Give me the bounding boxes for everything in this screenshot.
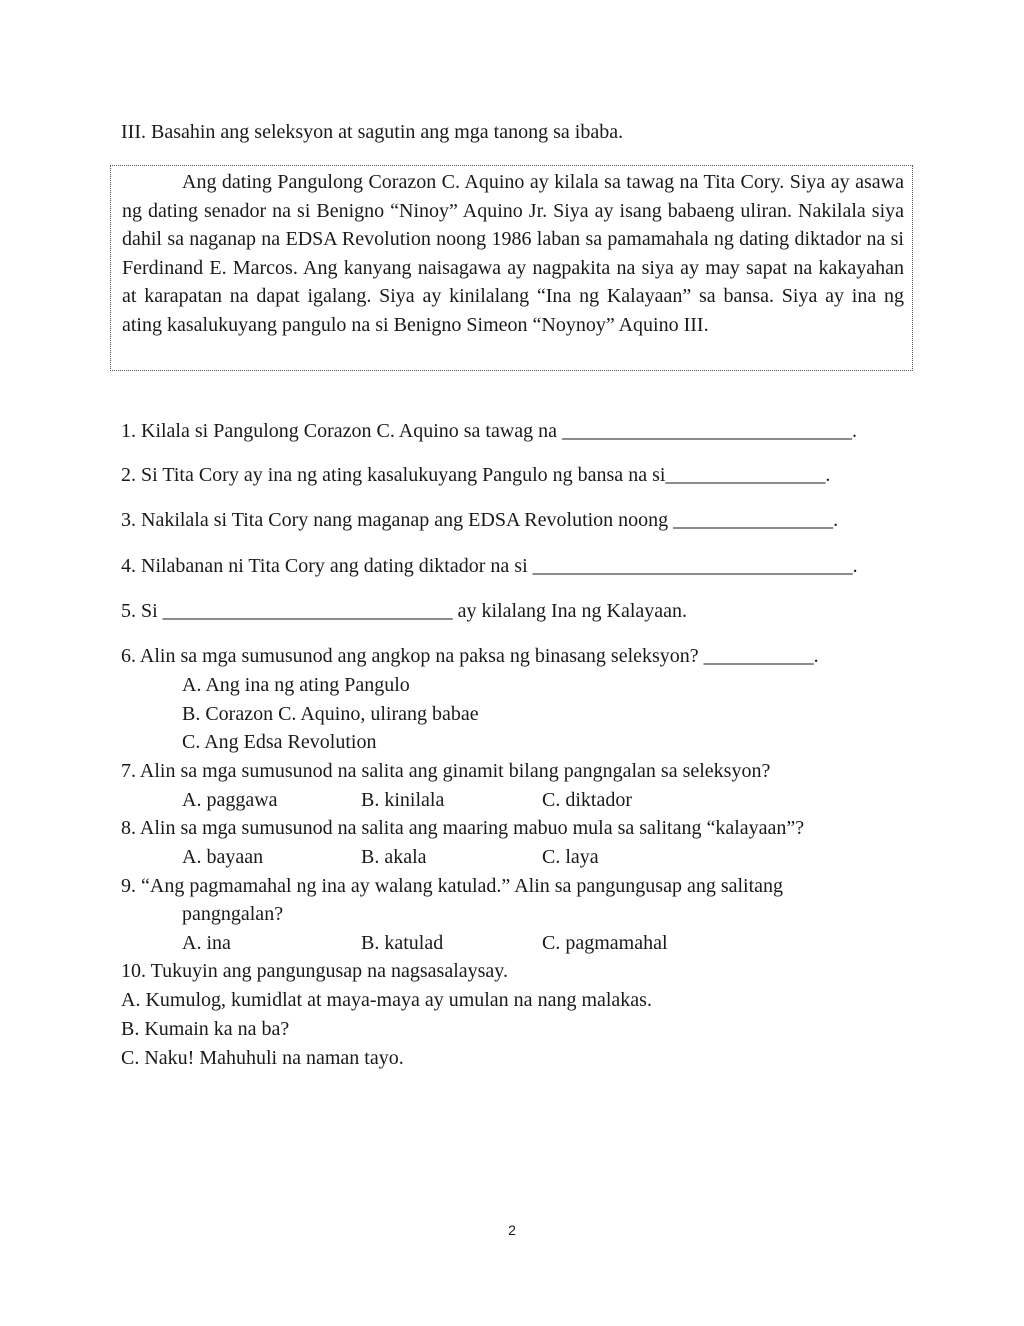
question-7: 7. Alin sa mga sumusunod na salita ang ginamit bilang pangngalan sa seleksyon? <box>121 760 771 782</box>
question-7-option-b: B. kinilala <box>361 789 445 811</box>
question-7-option-c: C. diktador <box>542 789 632 811</box>
question-8-option-b: B. akala <box>361 846 427 868</box>
question-8-option-c: C. laya <box>542 846 599 868</box>
question-8: 8. Alin sa mga sumusunod na salita ang maaring mabuo mula sa salitang “kalayaan”? <box>121 817 805 839</box>
reading-passage: Ang dating Pangulong Corazon C. Aquino ay kilala sa tawag na Tita Cory. Siya ay asawa ng dating senador na si Benigno “Ninoy” Aquino Jr. Siya ay isang babaeng uliran. Nakilala siya dahil sa naganap na EDSA Revolution noong 1986 laban sa pamamahala ng dating diktador na si Ferdinand E. Marcos. Ang kanyang naisagawa ay nagpakita na siya ay may sapat na kakayahan at karapatan na dapat igalang. Siya ay kinilalang “Ina ng Kalayaan” sa bansa. Siya ay ina ng ating kasalukuyang pangulo na si Benigno Simeon “Noynoy” Aquino III. <box>122 171 904 336</box>
question-6: 6. Alin sa mga sumusunod ang angkop na paksa ng binasang seleksyon? ___________. <box>121 645 819 667</box>
question-10-option-b: B. Kumain ka na ba? <box>121 1018 290 1040</box>
question-6-option-a: A. Ang ina ng ating Pangulo <box>182 674 410 696</box>
question-10: 10. Tukuyin ang pangungusap na nagsasalaysay. <box>121 960 508 982</box>
passage-box <box>110 165 913 371</box>
section-instruction: III. Basahin ang seleksyon at sagutin ang mga tanong sa ibaba. <box>121 121 624 143</box>
question-10-option-c: C. Naku! Mahuhuli na naman tayo. <box>121 1047 404 1069</box>
question-1: 1. Kilala si Pangulong Corazon C. Aquino sa tawag na _____________________________. <box>121 420 858 442</box>
question-9-option-b: B. katulad <box>361 932 444 954</box>
page-number: 2 <box>508 1222 516 1238</box>
question-9-option-c: C. pagmamahal <box>542 932 668 954</box>
question-3: 3. Nakilala si Tita Cory nang maganap ang EDSA Revolution noong ________________. <box>121 509 839 531</box>
question-9: 9. “Ang pagmamahal ng ina ay walang katulad.” Alin sa pangungusap ang salitang <box>121 875 784 897</box>
question-6-option-c: C. Ang Edsa Revolution <box>182 731 377 753</box>
question-10-option-a: A. Kumulog, kumidlat at maya-maya ay umulan na nang malakas. <box>121 989 652 1011</box>
question-8-option-a: A. bayaan <box>182 846 264 868</box>
question-2: 2. Si Tita Cory ay ina ng ating kasalukuyang Pangulo ng bansa na si________________. <box>121 464 831 486</box>
question-4: 4. Nilabanan ni Tita Cory ang dating diktador na si ________________________________. <box>121 555 858 577</box>
question-9-option-a: A. ina <box>182 932 231 954</box>
question-6-option-b: B. Corazon C. Aquino, ulirang babae <box>182 703 479 725</box>
question-5: 5. Si _____________________________ ay kilalang Ina ng Kalayaan. <box>121 600 688 622</box>
question-7-option-a: A. paggawa <box>182 789 278 811</box>
question-9-continuation: pangngalan? <box>182 903 284 925</box>
